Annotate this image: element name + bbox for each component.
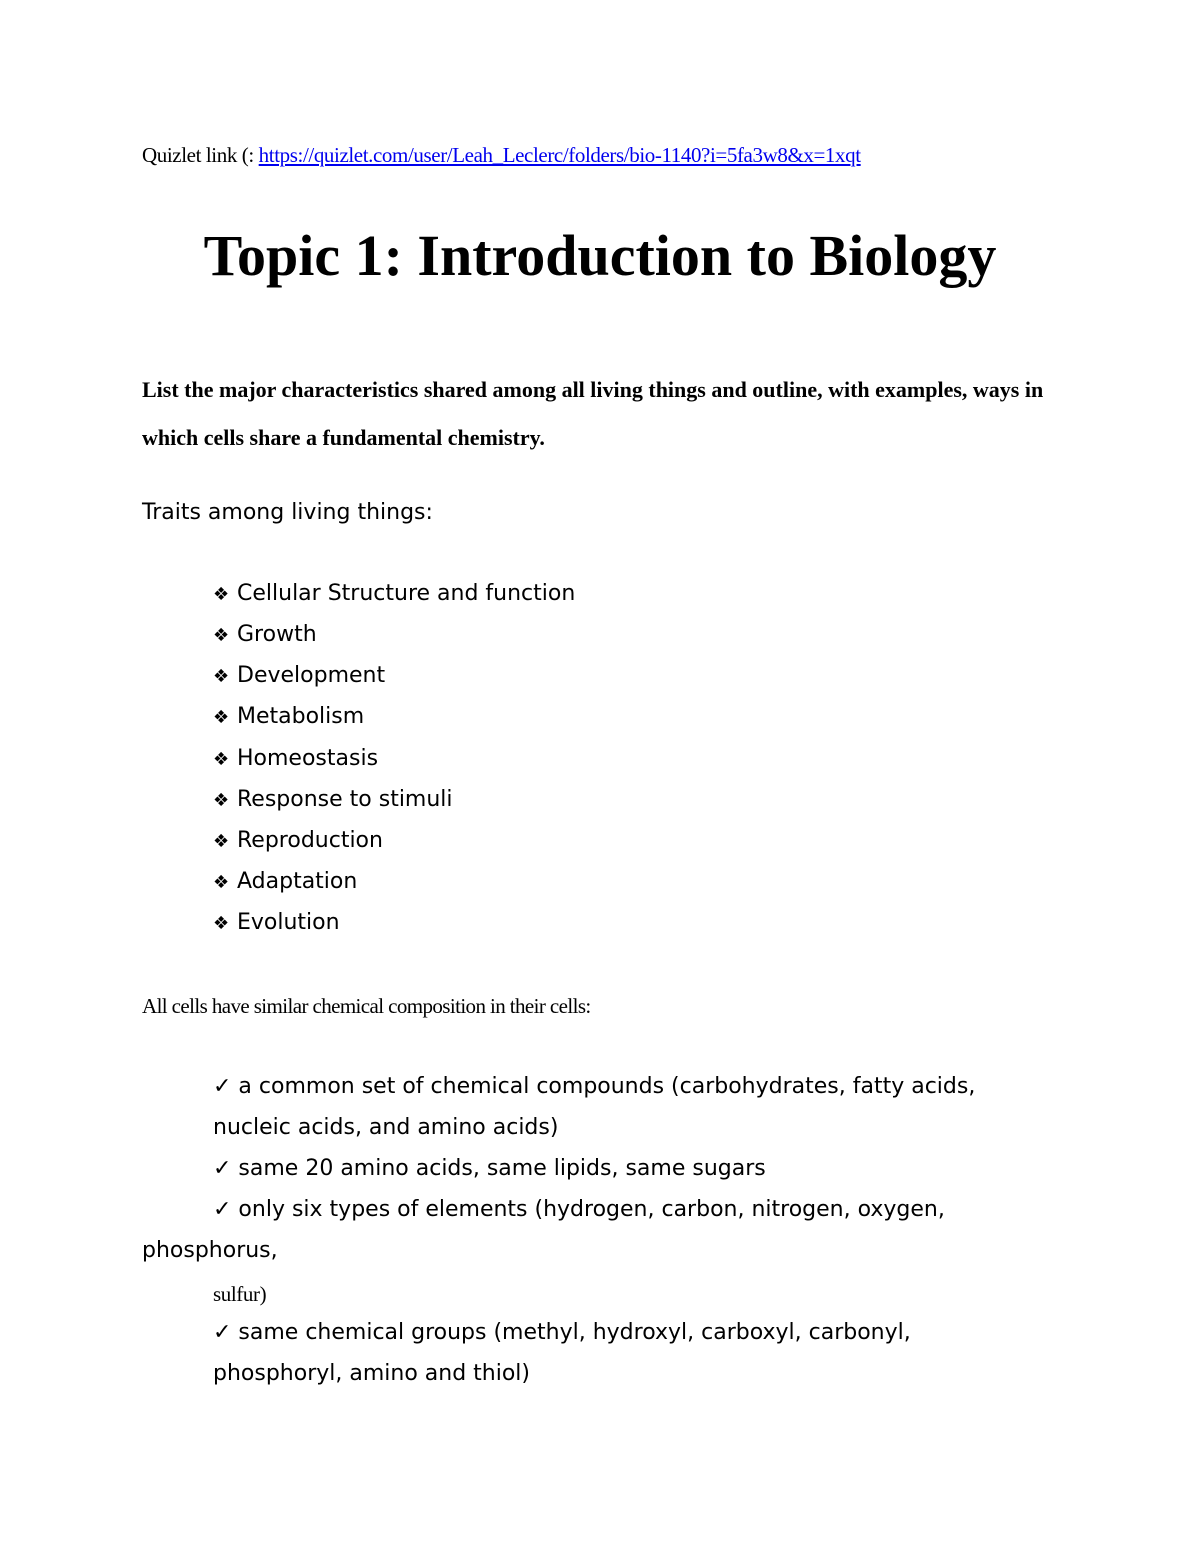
list-item: ❖ Homeostasis [213, 746, 379, 771]
question-prompt: List the major characteristics shared among all living things and outline, with examples, ways in which cells share a fundamental chemistry. [142, 377, 1044, 450]
diamond-bullet-icon: ❖ [213, 625, 230, 646]
diamond-bullet-icon: ❖ [213, 790, 230, 811]
chemistry-line: phosphorus, [142, 1238, 278, 1263]
chemistry-line: nucleic acids, and amino acids) [213, 1115, 559, 1140]
chemistry-heading: All cells have similar chemical composition in their cells: [142, 994, 591, 1018]
list-item: ❖ Response to stimuli [213, 787, 453, 812]
chemistry-line: sulfur) [213, 1282, 267, 1306]
diamond-bullet-icon: ❖ [213, 666, 230, 687]
list-item: ❖ Growth [213, 622, 317, 647]
list-item: ❖ Reproduction [213, 828, 383, 853]
quizlet-link-line [142, 143, 861, 168]
list-item: ❖ Evolution [213, 910, 340, 935]
diamond-bullet-icon: ❖ [213, 749, 230, 770]
traits-heading: Traits among living things: [142, 500, 433, 525]
chemistry-line: ✓ only six types of elements (hydrogen, carbon, nitrogen, oxygen, [213, 1197, 945, 1222]
diamond-bullet-icon: ❖ [213, 913, 230, 934]
list-item: ❖ Metabolism [213, 704, 365, 729]
chemistry-line: ✓ same chemical groups (methyl, hydroxyl, carboxyl, carbonyl, [213, 1320, 911, 1345]
quizlet-label: Quizlet link (: [142, 143, 259, 167]
diamond-bullet-icon: ❖ [213, 872, 230, 893]
list-item: ❖ Cellular Structure and function [213, 581, 576, 606]
page-title: Topic 1: Introduction to Biology [203, 223, 997, 288]
chemistry-line: ✓ a common set of chemical compounds (carbohydrates, fatty acids, [213, 1074, 976, 1099]
list-item: ❖ Adaptation [213, 869, 358, 894]
chemistry-line: ✓ same 20 amino acids, same lipids, same sugars [213, 1156, 766, 1181]
list-item: ❖ Development [213, 663, 386, 688]
diamond-bullet-icon: ❖ [213, 831, 230, 852]
chemistry-line: phosphoryl, amino and thiol) [213, 1361, 531, 1386]
diamond-bullet-icon: ❖ [213, 584, 230, 605]
diamond-bullet-icon: ❖ [213, 707, 230, 728]
quizlet-url-link[interactable]: https://quizlet.com/user/Leah_Leclerc/folders/bio-1140?i=5fa3w8&x=1xqt [258, 143, 861, 167]
